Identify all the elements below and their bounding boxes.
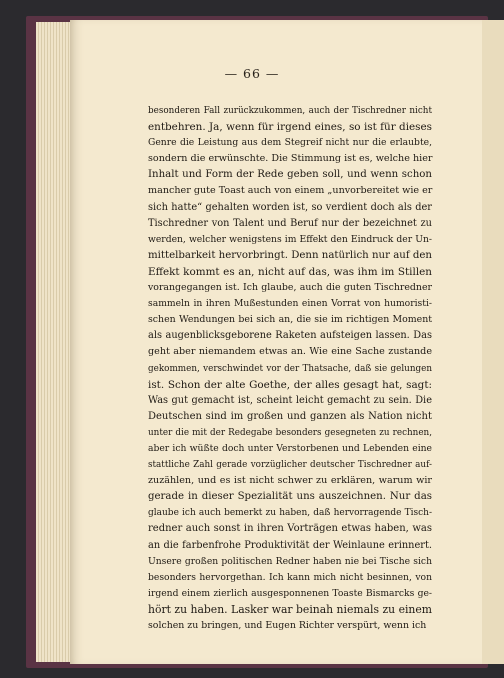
text-line: schen Wendungen bei sich an, die sie im richtigen Moment <box>148 314 432 326</box>
facing-page-edge <box>482 20 504 664</box>
text-line: Tischredner von Talent und Beruf nur der bezeichnet zu <box>148 217 432 229</box>
text-line: aber ich wüßte doch unter Verstorbenen und Lebenden eine <box>148 442 432 454</box>
text-line: Deutschen sind im großen und ganzen als Nation nicht <box>148 410 432 422</box>
text-line: mittelbarkeit hervorbringt. Denn natürlich nur auf den <box>148 249 432 261</box>
text-line: Genre die Leistung aus dem Stegreif nicht nur die erlaubte, <box>148 137 432 149</box>
text-line: besonderen Fall zurückzukommen, auch der Tischredner nicht <box>148 106 432 116</box>
text-line: stattliche Zahl gerade vorzüglicher deutscher Tischredner auf- <box>148 460 432 471</box>
text-line: Effekt kommt es an, nicht auf das, was ihm im Stillen <box>148 265 432 278</box>
text-line: Unsere großen politischen Redner haben nie bei Tische sich <box>148 555 432 567</box>
text-line: mancher gute Toast auch von einem „unvorbereitet wie er <box>148 185 433 197</box>
text-line: sondern die erwünschte. Die Stimmung ist es, welche hier <box>148 153 433 165</box>
page-number: — 66 — <box>224 66 280 81</box>
text-line: ist. Schon der alte Goethe, der alles gesagt hat, sagt: <box>148 378 432 391</box>
body-text <box>148 103 432 634</box>
text-line: Was gut gemacht ist, scheint leicht gemacht zu sein. Die <box>148 394 432 406</box>
text-line: geht aber niemandem etwas an. Wie eine Sache zustande <box>148 346 432 358</box>
text-line: sich hatte“ gehalten worden ist, so verdient doch als der <box>148 201 432 213</box>
text-line: an die farbenfrohe Produktivität der Weinlaune erinnert. <box>148 539 432 551</box>
text-line: entbehren. Ja, wenn für irgend eines, so ist für dieses <box>148 121 432 134</box>
text-line: hört zu haben. Lasker war beinah niemals zu einem <box>148 602 432 616</box>
text-line: redner auch sonst in ihren Vorträgen etwas haben, was <box>148 523 432 535</box>
text-line: vorangegangen ist. Ich glaube, auch die guten Tischredner <box>148 282 432 294</box>
text-line: Inhalt und Form der Rede geben soll, und wenn schon <box>148 169 432 181</box>
text-line: gekommen, verschwindet vor der Thatsache, daß sie gelungen <box>148 363 432 374</box>
text-line: gerade in dieser Spezialität uns auszeichnen. Nur das <box>148 491 432 503</box>
text-line: besonders hervorgethan. Ich kann mich nicht besinnen, von <box>148 571 432 583</box>
text-line: als augenblicksgeborene Raketen aufsteigen lassen. Das <box>148 330 432 342</box>
text-line: werden, welcher wenigstens im Effekt den Eindruck der Un- <box>148 233 432 245</box>
text-line: irgend einem zierlich ausgesponnenen Toaste Bismarcks ge- <box>148 587 432 599</box>
text-line: sammeln in ihren Mußestunden einen Vorrat von humoristi- <box>148 298 432 310</box>
text-line: zuzählen, und es ist nicht schwer zu erklären, warum wir <box>148 475 432 487</box>
text-line: solchen zu bringen, und Eugen Richter verspürt, wenn ich <box>148 620 427 631</box>
text-line: glaube ich auch bemerkt zu haben, daß hervorragende Tisch- <box>148 508 432 519</box>
text-line: unter die mit der Redegabe besonders gesegneten zu rechnen, <box>148 427 432 438</box>
